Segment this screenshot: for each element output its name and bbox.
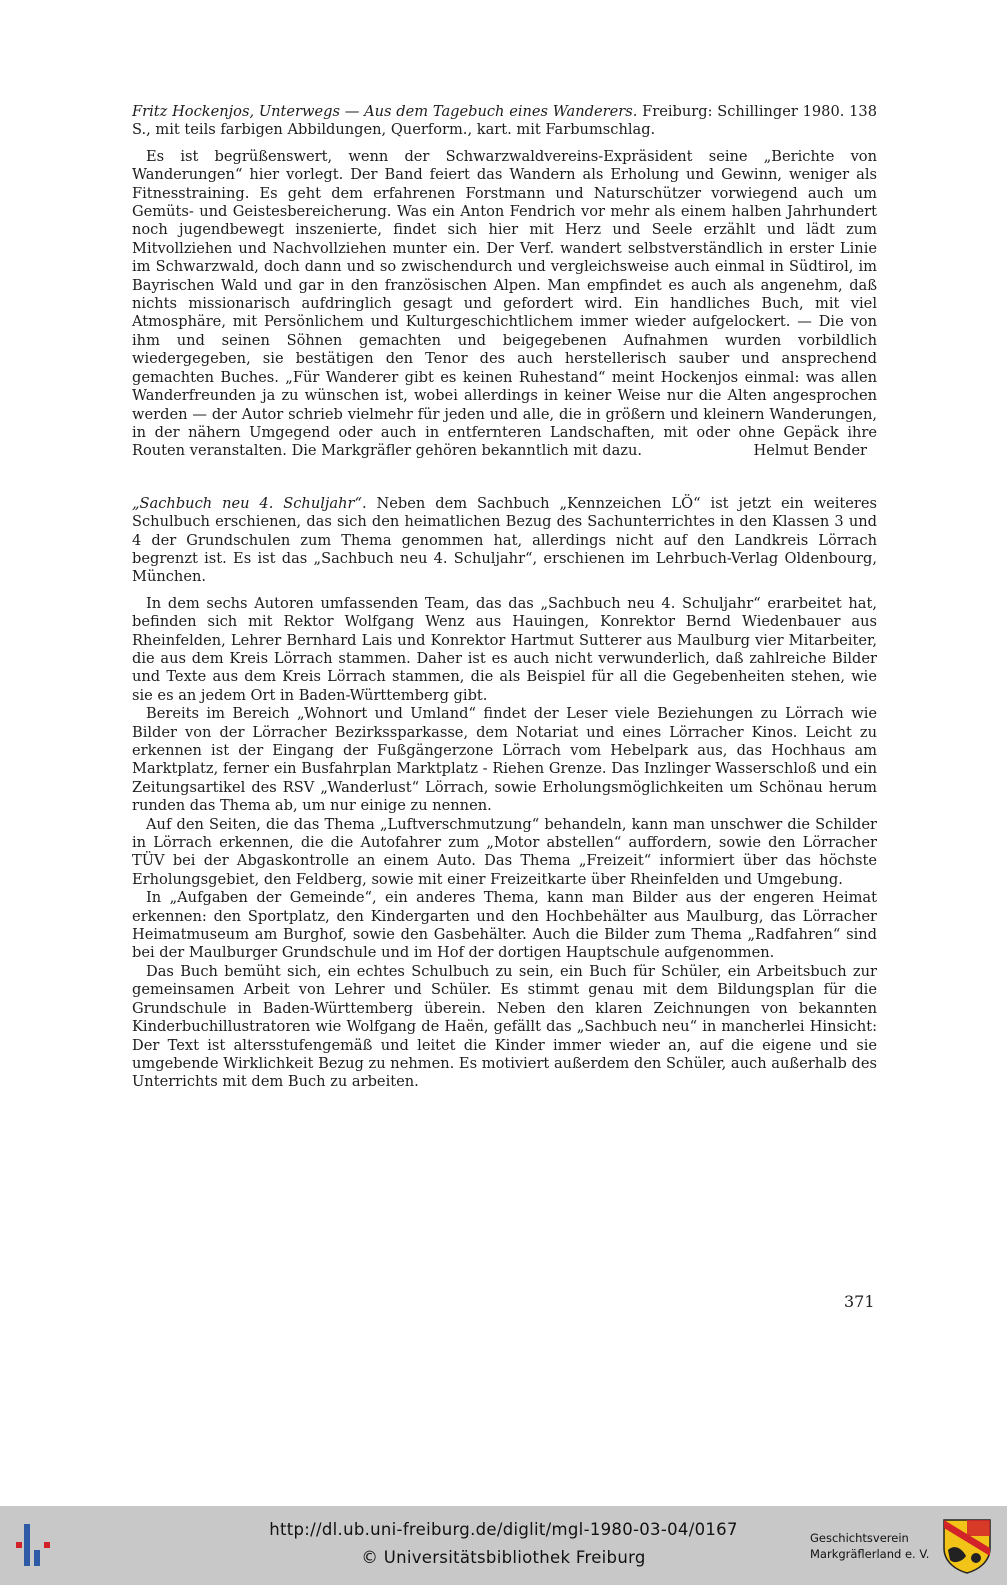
review2-paragraph: Bereits im Bereich „Wohnort und Umland“ findet der Leser viele Beziehungen zu Lörrach wie Bilder von der Lörracher Bezirkssparkasse, dem Notariat und eines Lörracher Kinos. Leicht zu erkennen ist der Eingang der Fußgängerzone Lörrach vom Hebelpark aus, das Hochhaus am Marktplatz, ferner ein Busfahrplan Marktplatz - Riehen Grenze. Das Inzlinger Wasserschloß und ein Zeitungsartikel des RSV „Wanderlust“ Lörrach, sowie Erholungsmöglichkeiten um Schönau herum runden das Thema ab, um nur einige zu nennen. (132, 705, 877, 815)
page-body (132, 103, 877, 1092)
page-number: 371 (844, 1292, 875, 1311)
review2-intro-text: Neben dem Sachbuch „Kennzeichen LÖ“ ist jetzt ein weiteres Schulbuch erschienen, das sich den heimatlichen Bezug des Sachunterrichtes in den Klassen 3 und 4 der Grundschulen zum Thema genommen hat, allerdings nicht auf den Landkreis Lörrach begrenzt ist. Es ist das „Sachbuch neu 4. Schuljahr“, erschienen im Lehrbuch-Verlag Oldenbourg, München. (132, 494, 877, 586)
footer-society-name (810, 1530, 935, 1562)
review2-paragraph: Auf den Seiten, die das Thema „Luftverschmutzung“ behandeln, kann man unschwer die Schilder in Lörrach erkennen, die die Autofahrer zum „Motor abstellen“ auffordern, sowie den Lörracher TÜV bei der Abgaskontrolle an einem Auto. Das Thema „Freizeit“ informiert über das höchste Erholungsgebiet, den Feldberg, sowie mit einer Freizeitkarte über Rheinfelden und Umgebung. (132, 815, 877, 888)
review1-author: Helmut Bender (753, 442, 867, 460)
section-separator (132, 461, 877, 495)
review1-text: Es ist begrüßenswert, wenn der Schwarzwaldvereins-Expräsident seine „Berichte von Wanderungen“ hier vorlegt. Der Band feiert das Wandern als Erholung und Gewinn, weniger als Fitnesstraining. Es geht dem erfahrenen Forstmann und Naturschützer vorwiegend auch um Gemüts- und Geistesbereicherung. Was ein Anton Fendrich vor mehr als einem halben Jahrhundert noch jugendbewegt inszenierte, findet sich hier mit Herz und Seele erzählt und lädt zum Mitvollziehen und Nachvollziehen munter ein. Der Verf. wandert selbstverständlich in erster Linie im Schwarzwald, doch dann und so zwischendurch und vergleichsweise auch einmal in Südtirol, im Bayrischen Wald und gar in den französischen Alpen. Man empfindet es auch als angenehm, daß nichts missionarisch aufdringlich gesagt und gefordert wird. Ein handliches Buch, mit viel Atmosphäre, mit Persönlichem und Kulturgeschichtlichem immer wieder aufgelockert. — Die von ihm und seinen Söhnen gemachten und beigegebenen Aufnahmen wurden vorbildlich wiedergegeben, sie bestätigen den Tenor des auch herstellerisch sauber und ansprechend gemachten Buches. „Für Wanderer gibt es keinen Ruhestand“ meint Hockenjos einmal: was allen Wanderfreunden ja zu wünschen ist, wobei allerdings in keiner Weise nur die Alten angesprochen werden — der Autor schrieb vielmehr für jeden und alle, die in größern und kleinern Wanderungen, in der nähern Umgegend oder auch in entfernteren Landschaften, mit oder ohne Gepäck ihre Routen veranstalten. Die Markgräfler gehören bekanntlich mit dazu. (132, 147, 877, 460)
review2-intro (132, 495, 877, 587)
society-line-2: Markgräflerland e. V. (810, 1547, 930, 1561)
review1-citation-title: Fritz Hockenjos, Unterwegs — Aus dem Tagebuch eines Wanderers. (132, 103, 638, 120)
review2-title: „Sachbuch neu 4. Schuljahr“. (132, 494, 367, 512)
review2-paragraph: Das Buch bemüht sich, ein echtes Schulbuch zu sein, ein Buch für Schüler, ein Arbeitsbuch zur gemeinsamen Arbeit von Lehrer und Schüler. Es stimmt genau mit dem Bildungsplan für die Grundschule in Baden-Württemberg überein. Neben den klaren Zeichnungen von bekannten Kinderbuchillustratoren wie Wolfgang de Haën, gefällt das „Sachbuch neu“ in mancherlei Hinsicht: Der Text ist altersstufengemäß und leitet die Kinder immer wieder an, auf die eigene und sie umgebende Wirklichkeit Bezug zu nehmen. Es motiviert außerdem den Schüler, auch außerhalb des Unterrichts mit dem Buch zu arbeiten. (132, 962, 877, 1091)
coat-of-arms-icon (942, 1518, 992, 1574)
footer-copyright: © Universitätsbibliothek Freiburg (361, 1548, 646, 1567)
review2-paragraph: In „Aufgaben der Gemeinde“, ein anderes Thema, kann man Bilder aus der engeren Heimat erkennen: den Sportplatz, den Kindergarten und den Hochbehälter aus Maulburg, das Lörracher Heimatmuseum am Burghof, sowie den Gasbehälter. Auch die Bilder zum Thema „Radfahren“ sind bei der Maulburger Grundschule und im Hof der dortigen Hauptschule aufgenommen. (132, 889, 877, 962)
review1-citation (132, 103, 877, 140)
review1-citation-details: Freiburg: Schillinger 1980. 138 S., mit teils farbigen Abbildungen, Querform., kart. mit Farbumschlag. (132, 103, 877, 139)
society-line-1: Geschichtsverein (810, 1531, 909, 1545)
footer-url-link[interactable]: http://dl.ub.uni-freiburg.de/diglit/mgl-1980-03-04/0167 (269, 1520, 738, 1539)
footer-bar (0, 1506, 1007, 1585)
review2-paragraph: In dem sechs Autoren umfassenden Team, das das „Sachbuch neu 4. Schuljahr“ erarbeitet hat, befinden sich mit Rektor Wolfgang Wenz aus Hauingen, Konrektor Bernd Wiedenbauer aus Rheinfelden, Lehrer Bernhard Lais und Konrektor Hartmut Sutterer aus Maulburg vier Mitarbeiter, die aus dem Kreis Lörrach stammen. Daher ist es auch nicht verwunderlich, daß zahlreiche Bilder und Texte aus dem Kreis Lörrach stammen, die als Beispiel für all die Gegebenheiten stehen, wie sie es an jedem Ort in Baden-Württemberg gibt. (132, 594, 877, 704)
review1-body (132, 148, 877, 461)
